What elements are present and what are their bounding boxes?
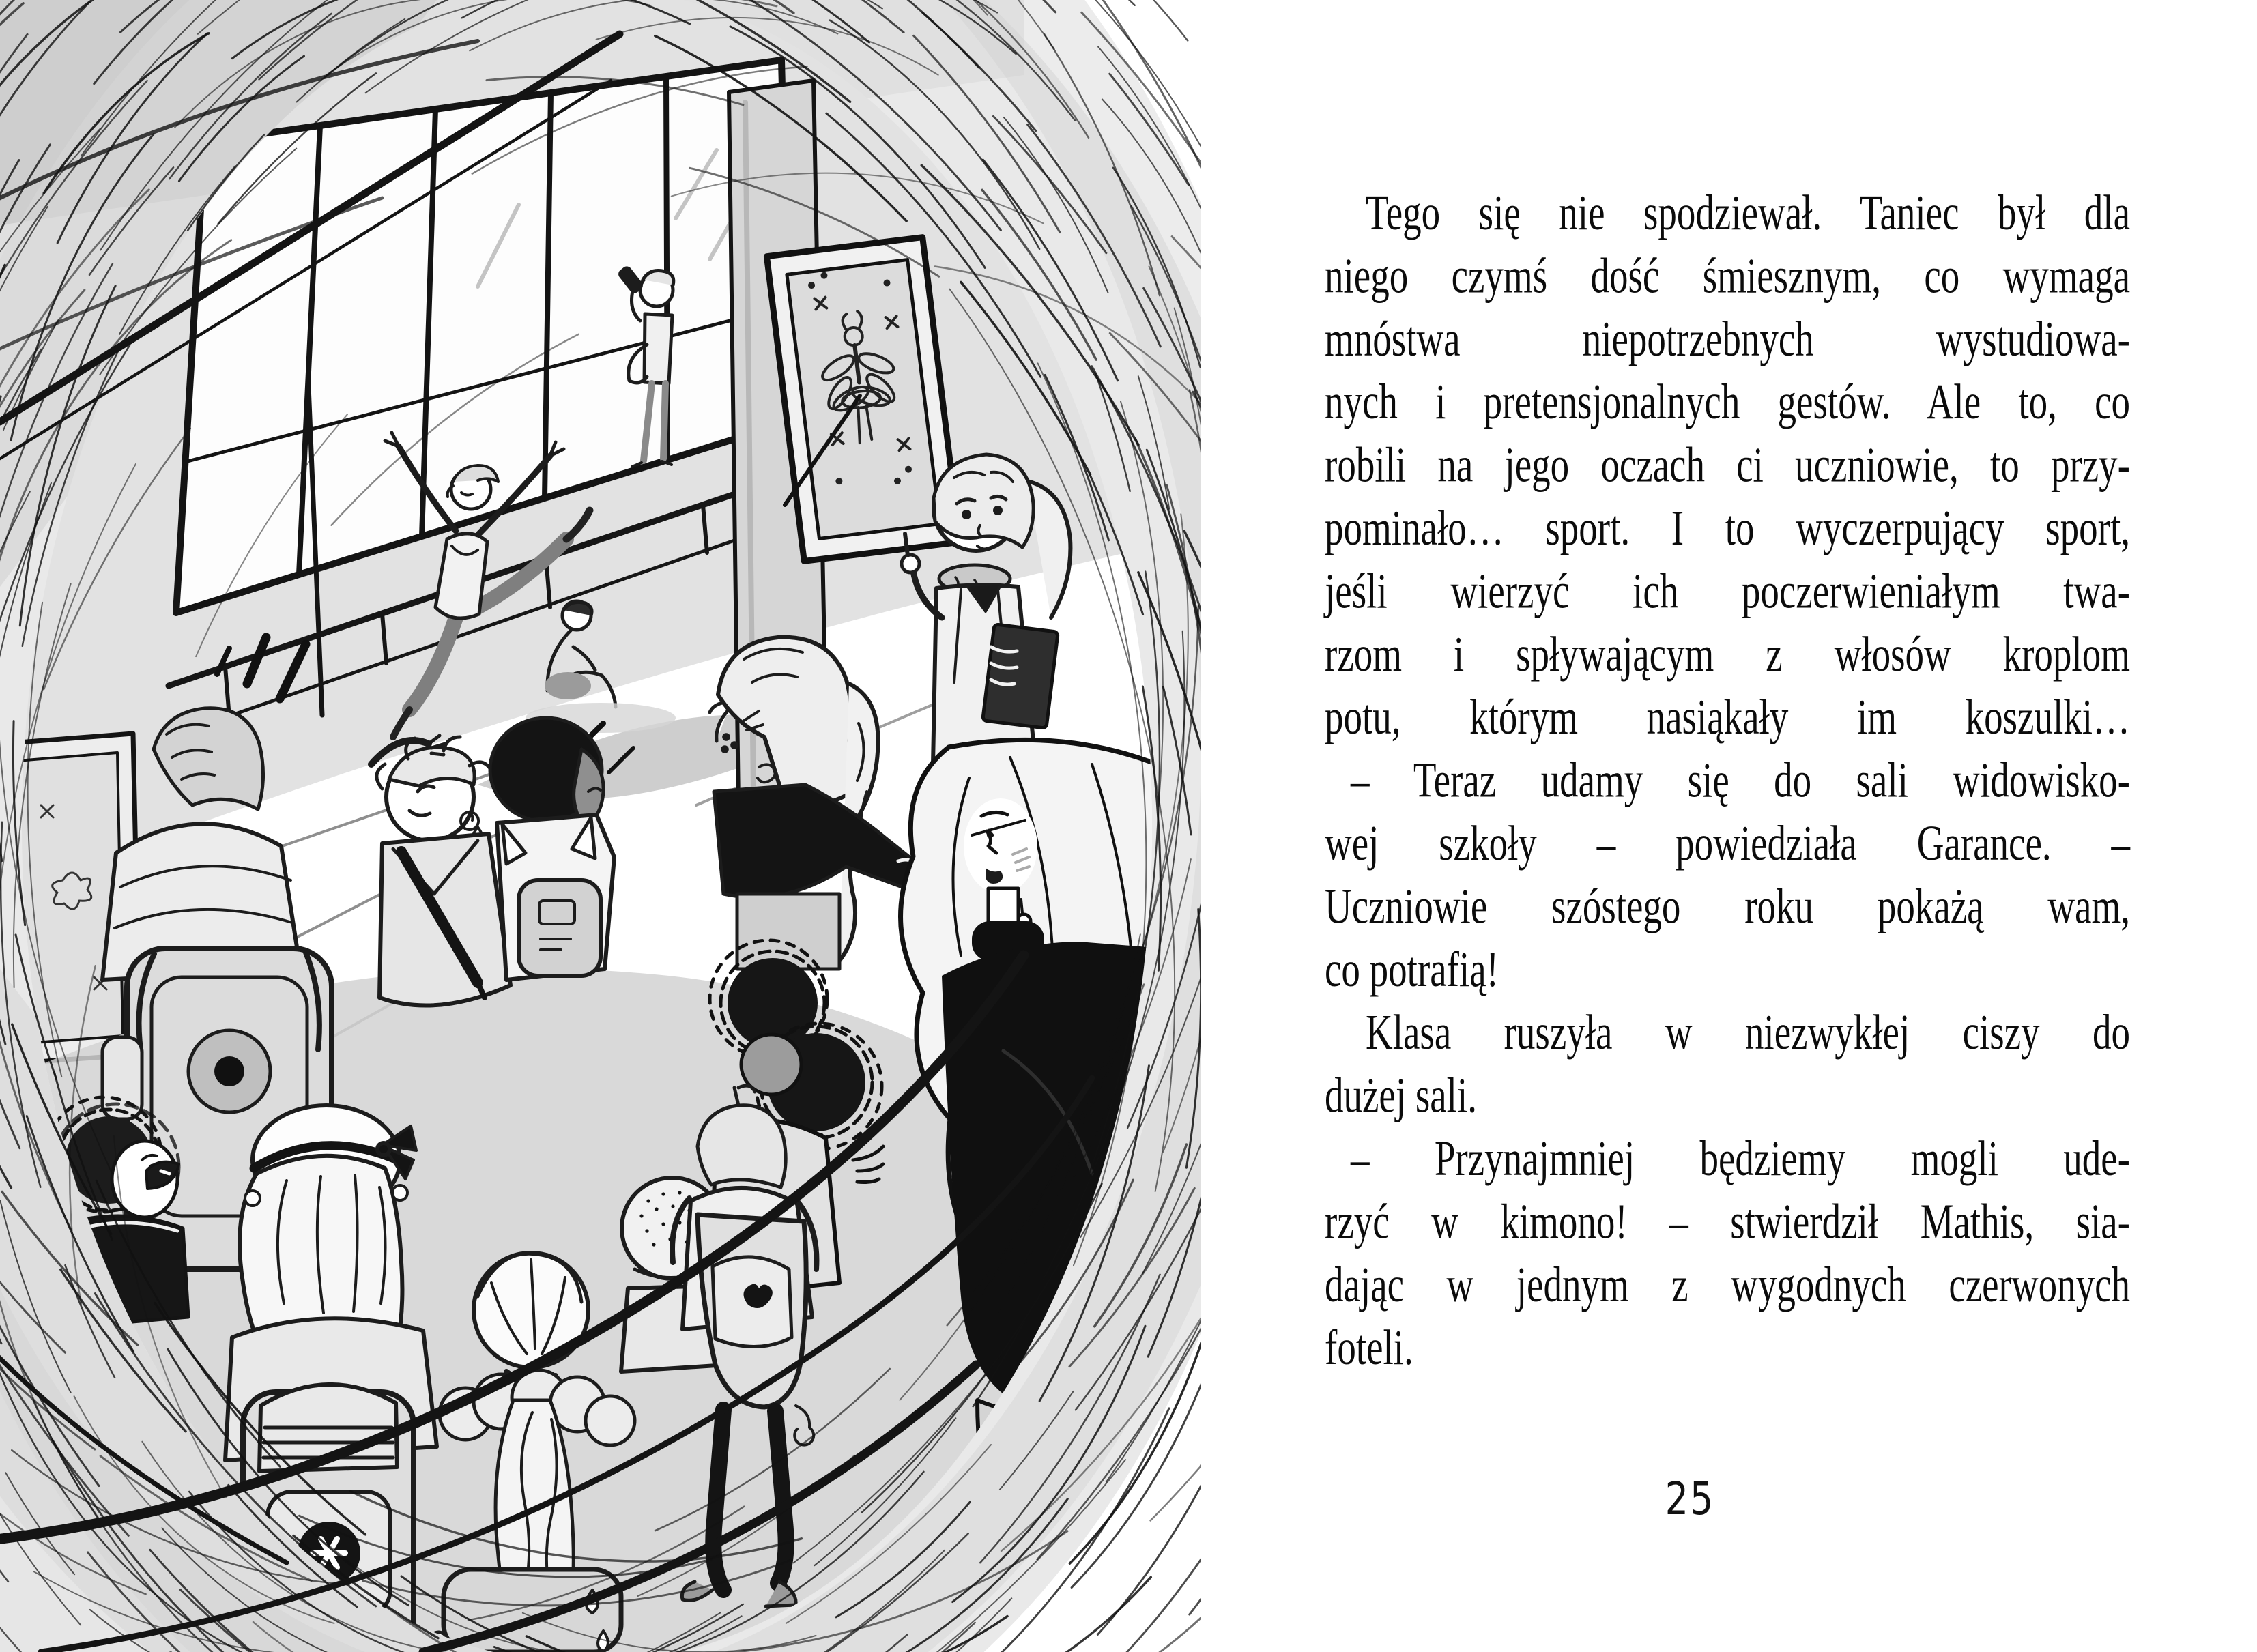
text-line-dialogue: – Teraz udamy się do sali widowisko- [1351,752,2130,808]
text-line: dając w jednym z wygodnych czerwonych [1325,1257,2130,1312]
text-line: potu, którym nasiąkały im koszulki… [1325,689,2130,744]
text-line: Klasa ruszyła w niezwykłej ciszy do [1366,1004,2130,1060]
text-line: mnóstwa niepotrzebnych wystudiowa- [1325,311,2130,366]
text-line: wej szkoły – powiedziała Garance. – [1325,815,2130,871]
story-text [1325,182,2130,1380]
text-line-dialogue: – Przynajmniej będziemy mogli ude- [1351,1131,2130,1186]
text-line: Uczniowie szóstego roku pokażą wam, [1325,878,2130,934]
page-number: 25 [1665,1473,1715,1525]
text-line: nych i pretensjonalnych gestów. Ale to, co [1325,374,2130,429]
kid-dark-hair [490,718,614,980]
text-line: co potrafią! [1325,942,1499,997]
text-line: jeśli wierzyć ich poczerwieniałym twa- [1325,563,2130,619]
right-page [1201,0,2257,1652]
text-line: robili na jego oczach ci uczniowie, to przy- [1325,437,2130,493]
text-line: niego czymś dość śmiesznym, co wymaga [1325,248,2130,304]
text-line: foteli. [1325,1320,1413,1376]
ballerina-poster [766,237,960,562]
text-line: rzyć w kimono! – stwierdził Mathis, sia- [1325,1193,2130,1249]
text-line: Tego się nie spodziewał. Taniec był dla [1366,185,2130,240]
text-line: rzom i spływającym z włosów kroplom [1325,626,2130,682]
text-line: dużej sali. [1325,1067,1477,1123]
text-line: pominało… sport. I to wyczerpujący sport, [1325,500,2130,555]
